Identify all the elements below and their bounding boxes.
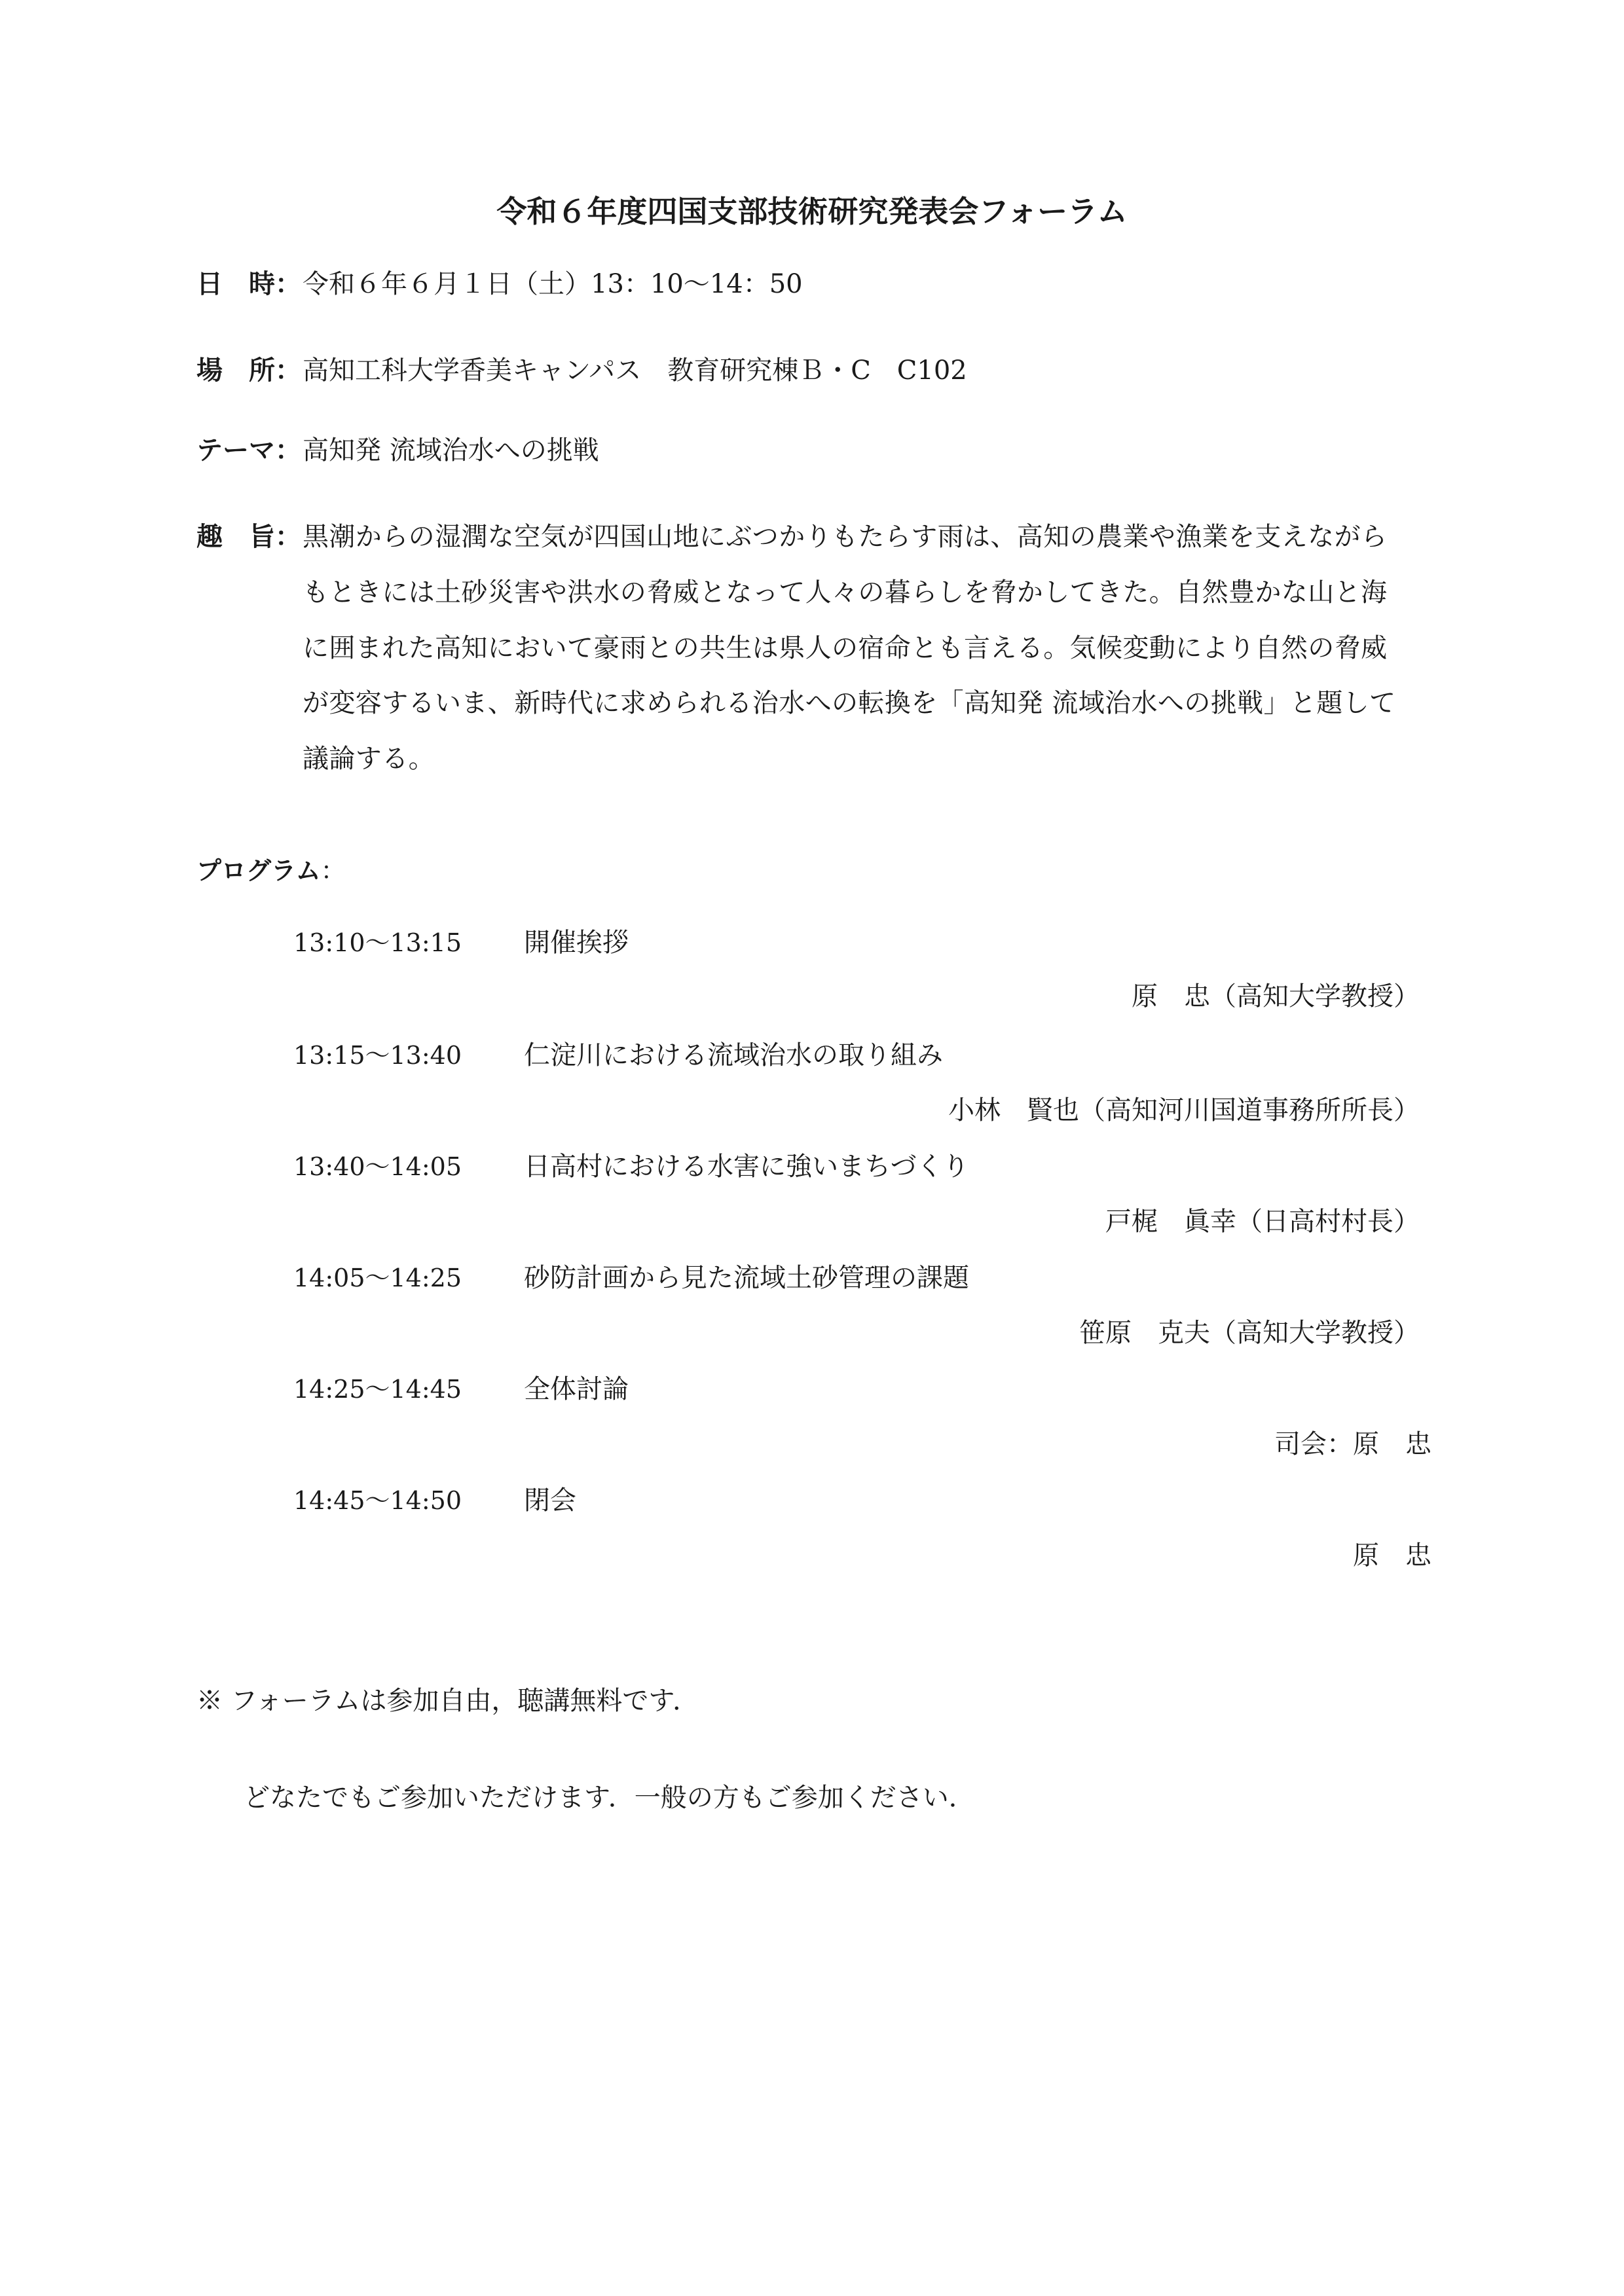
venue-value: 高知工科大学香美キャンパス 教育研究棟Ｂ・C C102 xyxy=(303,355,967,386)
program-item-time: 13:15〜13:40 xyxy=(293,1041,462,1070)
page-title: 令和６年度四国支部技術研究発表会フォーラム xyxy=(496,194,1128,229)
program-item-title: 日高村における水害に強いまちづくり xyxy=(524,1152,969,1182)
program-item-title: 開催挨拶 xyxy=(524,928,629,958)
program-item-speaker: 原 忠 xyxy=(1353,1540,1431,1571)
program-item-speaker: 小林 賢也（高知河川国道事務所所長） xyxy=(948,1095,1420,1125)
program-heading xyxy=(196,851,346,890)
purpose-text xyxy=(303,517,1429,795)
theme-label: テーマ： xyxy=(196,435,301,465)
program-heading-text: プログラム xyxy=(196,856,321,885)
program-item-title: 砂防計画から見た流域土砂管理の課題 xyxy=(524,1263,969,1293)
date-value: 令和６年６月１日（土）13：10〜14：50 xyxy=(303,269,803,299)
purpose-line: もときには土砂災害や洪水の脅威となって人々の暮らしを脅かしてきた。自然豊かな山と海 xyxy=(303,577,1388,608)
program-item-speaker: 笹原 克夫（高知大学教授） xyxy=(1079,1318,1420,1348)
program-item-time: 14:25〜14:45 xyxy=(293,1375,462,1404)
purpose-line: 議論する。 xyxy=(303,744,435,774)
purpose-line: 黒潮からの湿潤な空気が四国山地にぶつかりもたらす雨は、高知の農業や漁業を支えながら xyxy=(303,522,1388,552)
program-heading-colon: ： xyxy=(320,856,346,885)
note-line: どなたでもご参加いただけます．一般の方もご参加ください． xyxy=(244,1783,975,1813)
program-item-time: 14:05〜14:25 xyxy=(293,1264,462,1292)
program-item-time: 13:10〜13:15 xyxy=(293,928,462,957)
program-item-title: 閉会 xyxy=(524,1485,576,1516)
program-item-title: 全体討論 xyxy=(524,1374,629,1404)
purpose-line: が変容するいま、新時代に求められる治水への転換を「高知発 流域治水への挑戦」と題して xyxy=(303,688,1396,719)
program-item-title: 仁淀川における流域治水の取り組み xyxy=(524,1040,943,1070)
venue-label: 場 所： xyxy=(196,355,301,386)
program-item-speaker: 戸梶 眞幸（日高村村長） xyxy=(1105,1207,1420,1237)
theme-value: 高知発 流域治水への挑戦 xyxy=(303,435,599,465)
purpose-label: 趣 旨： xyxy=(196,522,301,552)
program-item-speaker: 司会：原 忠 xyxy=(1274,1429,1431,1459)
purpose-line: に囲まれた高知において豪雨との共生は県人の宿命とも言える。気候変動により自然の脅威 xyxy=(303,632,1388,663)
program-item-time: 13:40〜14:05 xyxy=(293,1152,462,1181)
program-item-time: 14:45〜14:50 xyxy=(293,1486,462,1515)
note-line: ※ フォーラムは参加自由，聴講無料です． xyxy=(196,1686,699,1716)
date-label: 日 時： xyxy=(196,269,301,299)
program-item-speaker: 原 忠（高知大学教授） xyxy=(1132,981,1420,1011)
